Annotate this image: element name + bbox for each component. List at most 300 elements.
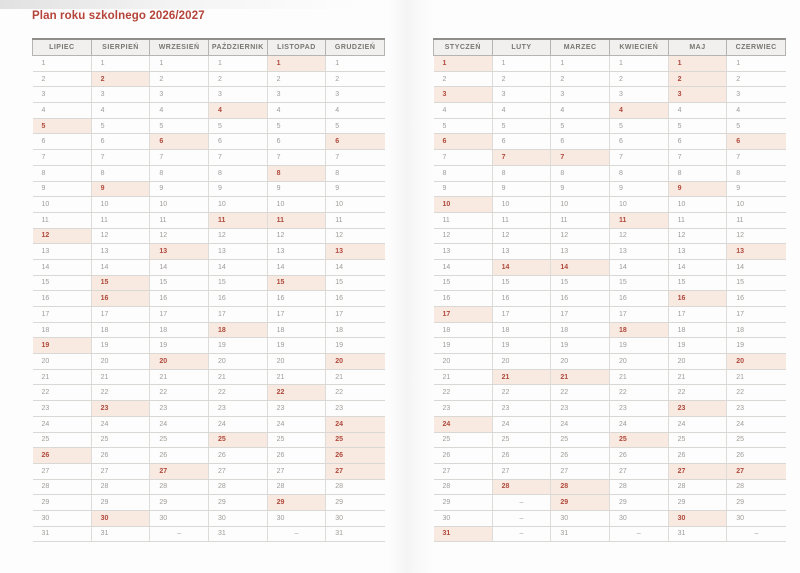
day-cell-highlighted: 9 — [668, 181, 727, 197]
day-cell: 29 — [208, 495, 267, 511]
day-cell: 25 — [150, 432, 209, 448]
day-cell: 31 — [326, 526, 385, 542]
day-cell: 26 — [551, 448, 610, 464]
day-cell-highlighted: 29 — [551, 495, 610, 511]
day-cell-highlighted: 8 — [267, 165, 326, 181]
day-cell: 12 — [150, 228, 209, 244]
day-cell: 17 — [91, 307, 150, 323]
day-row — [434, 307, 786, 323]
day-cell: 23 — [150, 401, 209, 417]
day-cell: 6 — [33, 134, 92, 150]
day-cell: 21 — [267, 369, 326, 385]
day-row — [434, 244, 786, 260]
day-cell: 12 — [668, 228, 727, 244]
day-cell-highlighted: 11 — [208, 212, 267, 228]
day-cell-empty: – — [609, 526, 668, 542]
day-cell: 23 — [727, 401, 786, 417]
month-header: PAŹDZIERNIK — [208, 39, 267, 56]
day-cell: 23 — [434, 401, 493, 417]
day-cell: 28 — [727, 479, 786, 495]
day-cell: 23 — [33, 401, 92, 417]
day-cell: 26 — [434, 448, 493, 464]
day-cell: 23 — [208, 401, 267, 417]
day-cell: 4 — [91, 103, 150, 119]
day-cell: 5 — [326, 118, 385, 134]
day-cell: 9 — [208, 181, 267, 197]
day-cell-highlighted: 18 — [609, 322, 668, 338]
day-cell: 18 — [33, 322, 92, 338]
day-cell: 18 — [91, 322, 150, 338]
day-cell: 15 — [434, 275, 493, 291]
day-cell-highlighted: 15 — [91, 275, 150, 291]
day-cell: 4 — [492, 103, 551, 119]
day-row — [33, 197, 385, 213]
day-cell: 16 — [326, 291, 385, 307]
month-header: SIERPIEŃ — [91, 39, 150, 56]
day-cell: 13 — [91, 244, 150, 260]
day-cell-highlighted: 11 — [267, 212, 326, 228]
day-cell: 30 — [551, 510, 610, 526]
day-row — [434, 526, 786, 542]
day-row — [33, 526, 385, 542]
day-cell: 18 — [727, 322, 786, 338]
day-cell-highlighted: 24 — [434, 416, 493, 432]
day-cell-empty: – — [267, 526, 326, 542]
day-cell: 3 — [492, 87, 551, 103]
day-cell: 17 — [668, 307, 727, 323]
day-cell-empty: – — [492, 495, 551, 511]
day-cell: 1 — [91, 56, 150, 72]
day-cell: 11 — [91, 212, 150, 228]
day-cell: 15 — [208, 275, 267, 291]
day-row — [33, 401, 385, 417]
day-cell: 6 — [208, 134, 267, 150]
day-cell: 21 — [208, 369, 267, 385]
day-cell: 26 — [492, 448, 551, 464]
day-cell: 8 — [33, 165, 92, 181]
day-cell: 28 — [434, 479, 493, 495]
day-cell: 26 — [727, 448, 786, 464]
day-cell: 28 — [668, 479, 727, 495]
day-cell: 18 — [492, 322, 551, 338]
day-cell: 29 — [326, 495, 385, 511]
day-cell: 3 — [326, 87, 385, 103]
day-cell: 19 — [609, 338, 668, 354]
day-cell: 19 — [492, 338, 551, 354]
day-cell-highlighted: 18 — [208, 322, 267, 338]
day-cell: 9 — [434, 181, 493, 197]
day-cell: 14 — [668, 259, 727, 275]
day-cell-highlighted: 25 — [609, 432, 668, 448]
day-cell-highlighted: 20 — [727, 354, 786, 370]
month-header: MAJ — [668, 39, 727, 56]
day-cell: 24 — [208, 416, 267, 432]
day-cell: 12 — [551, 228, 610, 244]
day-row — [434, 448, 786, 464]
day-cell: 27 — [33, 463, 92, 479]
day-cell: 27 — [551, 463, 610, 479]
day-cell: 13 — [208, 244, 267, 260]
day-row — [33, 479, 385, 495]
day-row — [33, 228, 385, 244]
day-cell-highlighted: 16 — [668, 291, 727, 307]
day-cell: 31 — [91, 526, 150, 542]
day-cell-highlighted: 27 — [668, 463, 727, 479]
day-cell: 16 — [267, 291, 326, 307]
day-cell: 2 — [727, 71, 786, 87]
day-cell-highlighted: 3 — [668, 87, 727, 103]
day-cell-highlighted: 25 — [208, 432, 267, 448]
day-cell: 13 — [267, 244, 326, 260]
day-row — [33, 416, 385, 432]
day-cell: 29 — [727, 495, 786, 511]
day-cell: 15 — [609, 275, 668, 291]
day-cell: 7 — [609, 150, 668, 166]
day-cell: 8 — [326, 165, 385, 181]
day-cell: 28 — [33, 479, 92, 495]
day-cell: 7 — [326, 150, 385, 166]
day-cell: 27 — [609, 463, 668, 479]
month-header: STYCZEŃ — [434, 39, 493, 56]
day-cell: 6 — [551, 134, 610, 150]
day-cell: 18 — [434, 322, 493, 338]
day-cell: 8 — [609, 165, 668, 181]
month-header: LIPIEC — [33, 39, 92, 56]
day-cell-highlighted: 23 — [91, 401, 150, 417]
day-cell: 9 — [267, 181, 326, 197]
day-cell: 1 — [551, 56, 610, 72]
day-row — [33, 259, 385, 275]
day-cell: 10 — [267, 197, 326, 213]
day-cell: 7 — [208, 150, 267, 166]
day-cell: 28 — [91, 479, 150, 495]
month-header: LISTOPAD — [267, 39, 326, 56]
day-cell: 5 — [267, 118, 326, 134]
day-cell: 16 — [492, 291, 551, 307]
day-cell: 11 — [150, 212, 209, 228]
day-cell: 1 — [492, 56, 551, 72]
day-cell: 16 — [33, 291, 92, 307]
day-cell: 18 — [668, 322, 727, 338]
day-cell: 15 — [492, 275, 551, 291]
day-cell: 18 — [267, 322, 326, 338]
day-cell: 19 — [150, 338, 209, 354]
day-cell: 3 — [267, 87, 326, 103]
day-cell: 16 — [208, 291, 267, 307]
day-cell-highlighted: 2 — [91, 71, 150, 87]
day-cell: 31 — [208, 526, 267, 542]
day-cell: 27 — [208, 463, 267, 479]
day-row — [434, 118, 786, 134]
day-cell-highlighted: 7 — [551, 150, 610, 166]
day-cell: 19 — [91, 338, 150, 354]
day-cell: 1 — [609, 56, 668, 72]
day-row — [33, 275, 385, 291]
day-row — [434, 354, 786, 370]
day-cell: 21 — [609, 369, 668, 385]
day-cell: 31 — [668, 526, 727, 542]
day-cell: 10 — [326, 197, 385, 213]
day-cell: 19 — [326, 338, 385, 354]
day-cell: 26 — [91, 448, 150, 464]
day-cell: 9 — [727, 181, 786, 197]
day-cell: 11 — [668, 212, 727, 228]
day-cell: 4 — [668, 103, 727, 119]
day-cell: 29 — [150, 495, 209, 511]
day-cell: 14 — [267, 259, 326, 275]
day-cell-highlighted: 5 — [33, 118, 92, 134]
day-cell-highlighted: 9 — [91, 181, 150, 197]
day-cell: 9 — [609, 181, 668, 197]
day-cell: 2 — [609, 71, 668, 87]
day-cell: 22 — [33, 385, 92, 401]
day-cell: 17 — [33, 307, 92, 323]
calendar-table-right — [433, 38, 786, 542]
day-cell: 7 — [267, 150, 326, 166]
day-cell: 6 — [492, 134, 551, 150]
day-cell: 13 — [668, 244, 727, 260]
day-row — [434, 212, 786, 228]
day-cell: 18 — [326, 322, 385, 338]
day-row — [33, 87, 385, 103]
day-cell: 27 — [434, 463, 493, 479]
day-cell-highlighted: 25 — [326, 432, 385, 448]
day-cell-highlighted: 13 — [326, 244, 385, 260]
day-cell: 20 — [551, 354, 610, 370]
day-cell: 2 — [434, 71, 493, 87]
day-cell-highlighted: 30 — [91, 510, 150, 526]
day-row — [434, 56, 786, 72]
day-cell-highlighted: 10 — [434, 197, 493, 213]
day-cell: 23 — [551, 401, 610, 417]
day-cell-highlighted: 31 — [434, 526, 493, 542]
day-cell: 12 — [609, 228, 668, 244]
day-row — [434, 385, 786, 401]
day-cell: 6 — [668, 134, 727, 150]
day-cell: 7 — [91, 150, 150, 166]
day-cell-highlighted: 2 — [668, 71, 727, 87]
day-row — [33, 463, 385, 479]
day-cell: 11 — [434, 212, 493, 228]
day-cell: 28 — [267, 479, 326, 495]
day-cell: 19 — [208, 338, 267, 354]
day-cell-highlighted: 4 — [609, 103, 668, 119]
day-cell: 20 — [492, 354, 551, 370]
day-cell: 14 — [150, 259, 209, 275]
day-cell: 23 — [492, 401, 551, 417]
day-cell: 24 — [492, 416, 551, 432]
day-cell: 22 — [609, 385, 668, 401]
day-cell-highlighted: 12 — [33, 228, 92, 244]
day-row — [434, 259, 786, 275]
day-cell-highlighted: 3 — [434, 87, 493, 103]
day-cell: 3 — [33, 87, 92, 103]
day-cell: 21 — [33, 369, 92, 385]
day-cell: 15 — [668, 275, 727, 291]
day-cell: 20 — [434, 354, 493, 370]
day-cell: 30 — [326, 510, 385, 526]
day-cell: 18 — [150, 322, 209, 338]
day-row — [33, 432, 385, 448]
day-row — [33, 118, 385, 134]
day-cell: 9 — [326, 181, 385, 197]
day-cell: 9 — [492, 181, 551, 197]
day-cell: 17 — [609, 307, 668, 323]
day-cell: 5 — [434, 118, 493, 134]
day-row — [33, 244, 385, 260]
day-cell: 26 — [208, 448, 267, 464]
day-row — [33, 495, 385, 511]
day-cell: 8 — [551, 165, 610, 181]
day-cell: 24 — [267, 416, 326, 432]
day-cell: 23 — [609, 401, 668, 417]
month-header-row — [434, 39, 786, 56]
day-cell: 20 — [267, 354, 326, 370]
day-cell: 21 — [727, 369, 786, 385]
day-row — [434, 479, 786, 495]
day-cell: 10 — [492, 197, 551, 213]
day-cell: 27 — [267, 463, 326, 479]
day-cell: 29 — [609, 495, 668, 511]
day-cell: 2 — [551, 71, 610, 87]
day-cell-highlighted: 27 — [727, 463, 786, 479]
day-cell: 5 — [668, 118, 727, 134]
day-cell: 19 — [434, 338, 493, 354]
day-cell: 31 — [551, 526, 610, 542]
day-cell: 24 — [727, 416, 786, 432]
day-cell: 5 — [150, 118, 209, 134]
day-cell: 8 — [208, 165, 267, 181]
day-cell: 4 — [267, 103, 326, 119]
day-cell: 13 — [492, 244, 551, 260]
day-cell: 17 — [551, 307, 610, 323]
day-cell: 24 — [33, 416, 92, 432]
day-row — [33, 354, 385, 370]
day-cell-highlighted: 13 — [727, 244, 786, 260]
day-cell: 30 — [727, 510, 786, 526]
month-header: KWIECIEŃ — [609, 39, 668, 56]
day-row — [434, 197, 786, 213]
day-cell: 6 — [609, 134, 668, 150]
day-cell: 24 — [668, 416, 727, 432]
day-cell: 18 — [551, 322, 610, 338]
day-cell: 24 — [91, 416, 150, 432]
day-cell: 28 — [326, 479, 385, 495]
day-row — [33, 150, 385, 166]
day-cell: 5 — [727, 118, 786, 134]
day-cell: 10 — [208, 197, 267, 213]
day-cell: 9 — [551, 181, 610, 197]
day-cell: 19 — [551, 338, 610, 354]
day-cell-highlighted: 14 — [551, 259, 610, 275]
day-row — [434, 275, 786, 291]
day-cell: 21 — [326, 369, 385, 385]
day-cell: 12 — [434, 228, 493, 244]
day-cell: 22 — [551, 385, 610, 401]
day-cell: 13 — [609, 244, 668, 260]
day-cell: 1 — [326, 56, 385, 72]
day-cell: 13 — [551, 244, 610, 260]
day-cell-highlighted: 30 — [668, 510, 727, 526]
day-cell: 3 — [609, 87, 668, 103]
day-row — [434, 463, 786, 479]
page-top-shadow — [0, 0, 800, 9]
day-cell: 8 — [434, 165, 493, 181]
day-cell: 9 — [150, 181, 209, 197]
day-cell: 4 — [434, 103, 493, 119]
day-row — [33, 165, 385, 181]
day-cell: 12 — [91, 228, 150, 244]
day-cell-highlighted: 20 — [326, 354, 385, 370]
day-cell: 30 — [150, 510, 209, 526]
month-header: GRUDZIEŃ — [326, 39, 385, 56]
day-cell: 26 — [668, 448, 727, 464]
day-cell: 14 — [727, 259, 786, 275]
day-cell: 4 — [150, 103, 209, 119]
day-row — [434, 103, 786, 119]
day-cell: 7 — [150, 150, 209, 166]
day-cell: 7 — [434, 150, 493, 166]
day-row — [434, 322, 786, 338]
day-cell: 17 — [326, 307, 385, 323]
day-cell: 25 — [33, 432, 92, 448]
day-cell: 15 — [727, 275, 786, 291]
day-row — [33, 322, 385, 338]
day-cell: 12 — [267, 228, 326, 244]
day-row — [434, 87, 786, 103]
day-cell: 17 — [727, 307, 786, 323]
day-cell: 22 — [434, 385, 493, 401]
day-cell: 30 — [33, 510, 92, 526]
day-cell-highlighted: 22 — [267, 385, 326, 401]
day-cell: 19 — [668, 338, 727, 354]
day-cell: 3 — [208, 87, 267, 103]
day-row — [33, 385, 385, 401]
day-row — [434, 291, 786, 307]
day-cell: 6 — [267, 134, 326, 150]
day-cell: 26 — [609, 448, 668, 464]
day-cell: 14 — [609, 259, 668, 275]
day-cell: 7 — [727, 150, 786, 166]
day-cell: 5 — [208, 118, 267, 134]
day-cell: 14 — [33, 259, 92, 275]
day-cell: 6 — [91, 134, 150, 150]
day-cell: 12 — [208, 228, 267, 244]
day-cell: 26 — [150, 448, 209, 464]
day-cell-empty: – — [150, 526, 209, 542]
day-row — [434, 338, 786, 354]
day-cell: 20 — [91, 354, 150, 370]
day-cell-empty: – — [492, 526, 551, 542]
day-cell: 21 — [150, 369, 209, 385]
month-header: WRZESIEŃ — [150, 39, 209, 56]
day-cell: 2 — [208, 71, 267, 87]
day-cell: 2 — [492, 71, 551, 87]
day-cell: 16 — [150, 291, 209, 307]
day-cell: 30 — [267, 510, 326, 526]
day-cell: 30 — [609, 510, 668, 526]
day-cell: 10 — [150, 197, 209, 213]
day-cell: 23 — [267, 401, 326, 417]
day-cell: 24 — [609, 416, 668, 432]
day-cell: 2 — [150, 71, 209, 87]
day-cell: 21 — [91, 369, 150, 385]
day-cell: 25 — [668, 432, 727, 448]
day-cell: 19 — [267, 338, 326, 354]
day-cell: 29 — [91, 495, 150, 511]
day-cell-highlighted: 7 — [492, 150, 551, 166]
month-header-row — [33, 39, 385, 56]
